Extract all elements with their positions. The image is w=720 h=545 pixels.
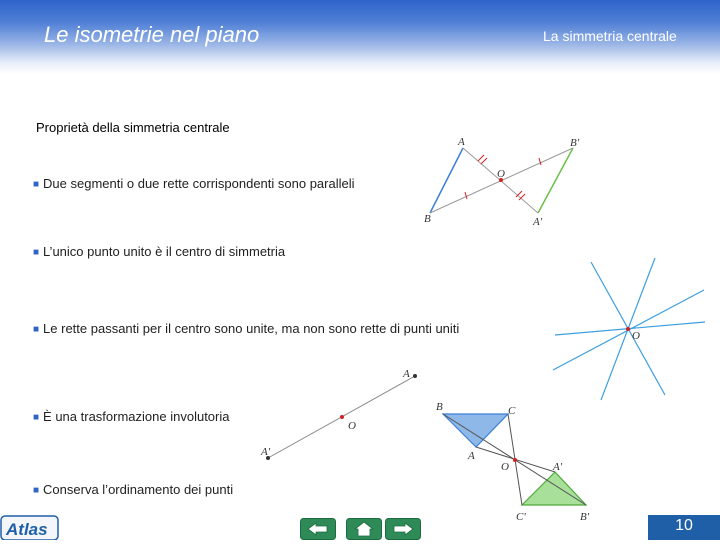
bullet-dot: ■ — [33, 179, 40, 190]
label-o: O — [501, 461, 509, 473]
back-button[interactable] — [300, 518, 336, 540]
point-a — [413, 374, 417, 378]
tick-mark — [465, 192, 467, 199]
bullet-dot: ■ — [33, 247, 40, 258]
segment-a2b2 — [538, 148, 573, 213]
diagram-involutory — [260, 368, 417, 460]
arrow-left-icon — [300, 518, 336, 540]
label-a-prime: A' — [553, 461, 563, 473]
diagram-parallel-segments — [424, 136, 580, 228]
subtitle: Proprietà della simmetria centrale — [36, 120, 230, 135]
label-a-prime: A' — [261, 446, 271, 458]
label-a-prime: A' — [533, 216, 543, 228]
logo-text: Atlas — [6, 520, 48, 539]
bullet-text: Due segmenti o due rette corrispondenti sono paralleli — [43, 176, 355, 191]
center-point — [513, 458, 517, 462]
bullet-text: È una trasformazione involutoria — [43, 409, 230, 424]
label-a: A — [458, 136, 465, 148]
center-point — [626, 327, 630, 331]
section-title: La simmetria centrale — [543, 28, 677, 44]
page-number-badge — [648, 515, 720, 540]
label-o: O — [348, 420, 356, 432]
bullet-text: L’unico punto unito è il centro di simmetria — [43, 244, 286, 259]
bullet-dot: ■ — [33, 485, 40, 496]
label-o: O — [632, 330, 640, 342]
bullet-dot: ■ — [33, 324, 40, 335]
page-number: 10 — [675, 517, 693, 534]
label-b-prime: B' — [580, 511, 590, 523]
diagram-lines-through-center — [553, 258, 705, 400]
triangle-abc — [443, 414, 508, 447]
home-icon — [346, 518, 382, 540]
tick-mark — [481, 158, 487, 164]
bullet-dot: ■ — [33, 412, 40, 423]
label-a: A — [403, 368, 410, 380]
page-title: Le isometrie nel piano — [44, 22, 260, 47]
label-b: B — [436, 401, 443, 413]
label-o: O — [497, 168, 505, 180]
center-point — [340, 415, 344, 419]
label-b-prime: B' — [570, 137, 580, 149]
tick-mark — [539, 158, 541, 165]
bullet-text: Le rette passanti per il centro sono unite, ma non sono rette di punti uniti — [43, 321, 460, 336]
label-b: B — [424, 213, 431, 225]
arrow-right-icon — [385, 518, 421, 540]
tick-mark — [478, 155, 484, 161]
label-a: A — [468, 450, 475, 462]
bullet-text: Conserva l’ordinamento dei punti — [43, 482, 234, 497]
diagram-ordering — [436, 401, 590, 523]
label-c-prime: C' — [516, 511, 526, 523]
triangle-a2b2c2 — [522, 472, 586, 505]
atlas-logo[interactable] — [0, 515, 60, 540]
home-button[interactable] — [346, 518, 382, 540]
label-c: C — [508, 405, 516, 417]
segment-ab — [430, 148, 463, 213]
next-button[interactable] — [385, 518, 421, 540]
